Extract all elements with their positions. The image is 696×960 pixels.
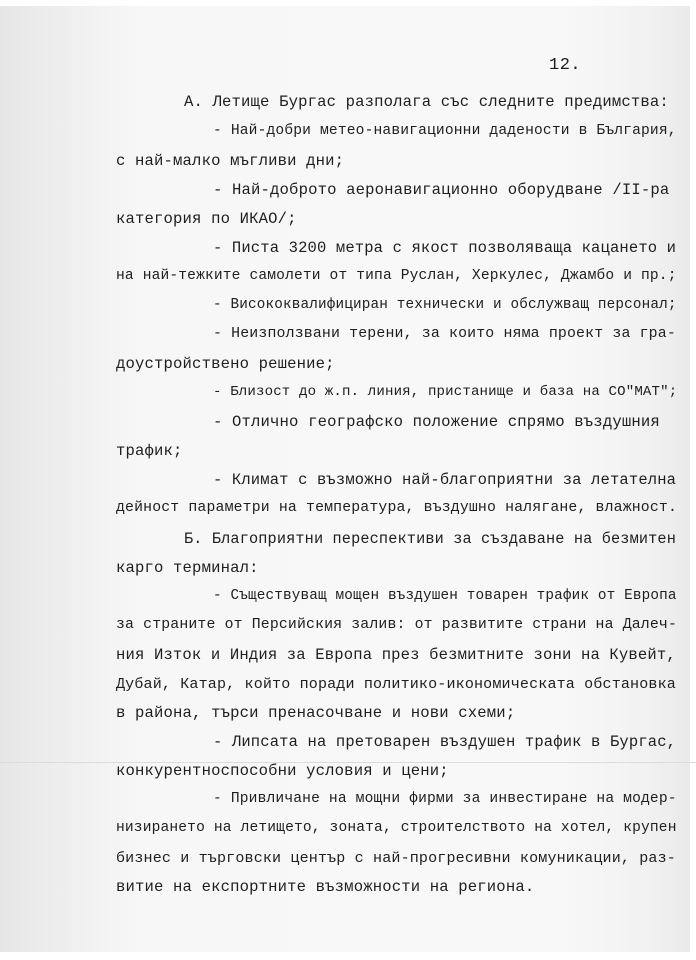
text-line: трафик; [116, 442, 183, 460]
scan-edge-top [0, 0, 696, 6]
text-line: - Съществуващ мощен въздушен товарен трафик от Европа [213, 588, 677, 604]
text-line: - Липсата на претоварен въздушен трафик в Бургас, [213, 733, 677, 751]
text-line: доустройствено решение; [116, 355, 335, 373]
text-line: конкурентноспособни условия и цени; [116, 762, 449, 780]
text-line: с най-малко мъгливи дни; [116, 152, 345, 170]
text-line: - Отлично географско положение спрямо въздушния [213, 413, 660, 431]
text-line: - Близост до ж.п. линия, пристанище и база на СО"МАТ"; [213, 384, 678, 400]
text-line: на най-тежките самолети от типа Руслан, Херкулес, Джамбо и пр.; [116, 268, 677, 284]
text-line: карго терминал: [116, 559, 259, 577]
text-line: - Най-доброто аеронавигационно оборудване /II-ра [213, 181, 670, 199]
text-line: категория по ИКАО/; [116, 210, 297, 228]
text-line: - Висококвалифициран технически и обслужващ персонал; [213, 297, 677, 313]
text-line: витие на експортните възможности на региона. [116, 878, 535, 896]
text-line: дейност параметри на температура, въздушно налягане, влажност. [116, 500, 677, 516]
text-line: ния Изток и Индия за Европа през безмитните зони на Кувейт, [116, 646, 676, 664]
text-line: Б. Благоприятни переспективи за създаване на безмитен [184, 530, 676, 548]
text-line: бизнес и търговски център с най-прогресивни комуникации, раз- [116, 849, 676, 867]
text-line: низирането на летището, зоната, строителството на хотел, крупен [116, 820, 677, 836]
text-line: - Писта 3200 метра с якост позволяваща кацането и [213, 239, 677, 257]
text-line: - Климат с възможно най-благоприятни за летателна [213, 471, 677, 489]
text-line: в района, търси пренасочване и нови схеми; [116, 704, 516, 722]
page-number: 12. [549, 56, 582, 75]
scan-edge-bottom [0, 952, 696, 960]
text-line: А. Летище Бургас разполага със следните предимства: [184, 93, 669, 111]
text-line: Дубай, Катар, който поради политико-икономическата обстановка [116, 675, 676, 693]
text-line: за страните от Персийския залив: от развитите страни на Далеч- [116, 617, 677, 633]
text-line: - Най-добри метео-навигационни дадености в България, [213, 123, 677, 139]
text-line: - Привличане на мощни фирми за инвестиране на модер- [213, 791, 677, 807]
text-line: - Неизползвани терени, за които няма проект за гра- [213, 326, 676, 342]
scan-edge-right [690, 0, 696, 960]
